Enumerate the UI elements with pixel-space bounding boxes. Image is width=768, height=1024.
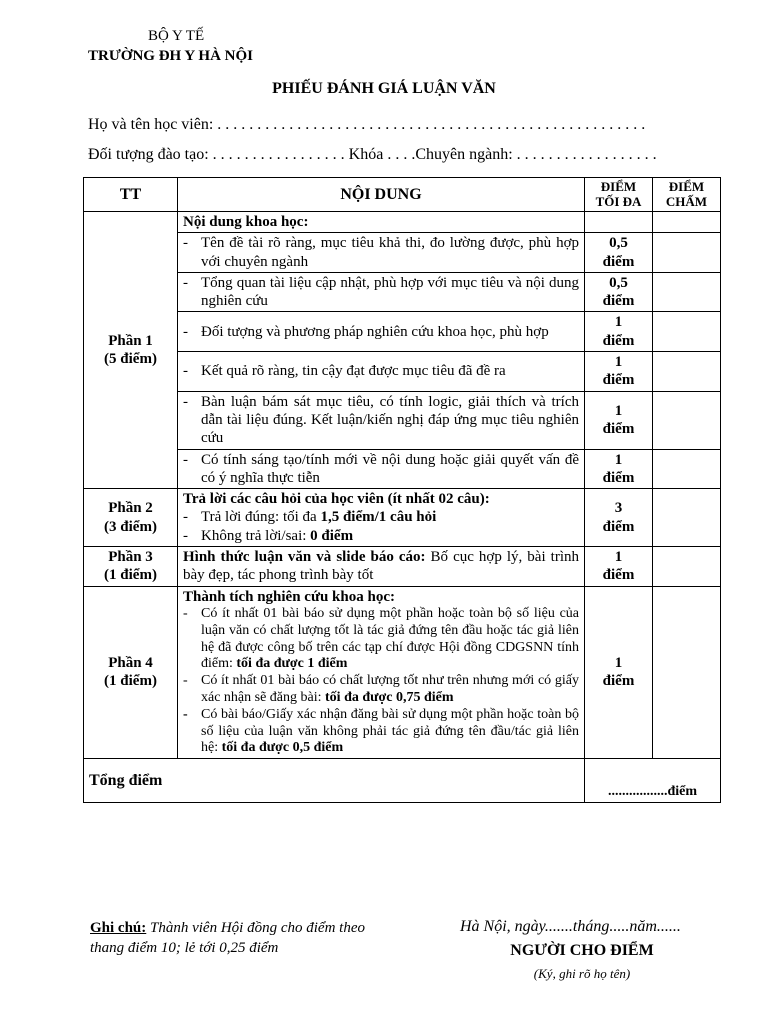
- signature-note: (Ký, ghi rõ họ tên): [533, 966, 631, 981]
- student-name-field: Họ và tên học viên: . . . . . . . . . . . . . . . . . . . . . . . . . . . . . . . . . . . . . . . . . . . . . . . . . . . . . .: [88, 116, 646, 133]
- part4-heading: Thành tích nghiên cứu khoa học:: [183, 588, 395, 605]
- part1-item-6-max: 1 điểm: [585, 449, 653, 489]
- part1-item-4-max: 1 điểm: [585, 352, 653, 392]
- part4-row: [84, 586, 721, 758]
- part1-item-5: - Bàn luận bám sát mục tiêu, có tính logic, giải thích và trích dẫn tài liệu đúng. Kết luận/kiến nghị đáp ứng mục tiêu nghiên cứu: [178, 391, 585, 449]
- part1-item-3: - Đối tượng và phương pháp nghiên cứu khoa học, phù hợp: [178, 312, 585, 352]
- part2-row: [84, 489, 721, 547]
- part1-item-4: - Kết quả rõ ràng, tin cậy đạt được mục tiêu đã đề ra: [178, 352, 585, 392]
- part1-item-1-score[interactable]: [653, 233, 721, 273]
- part4-score[interactable]: [653, 586, 721, 758]
- part1-item-2-score[interactable]: [653, 272, 721, 312]
- part1-item-1: - Tên đề tài rõ ràng, mục tiêu khả thi, đo lường được, phù hợp với chuyên ngành: [178, 233, 585, 273]
- signer-title: NGƯỜI CHO ĐIỂM: [510, 942, 654, 959]
- part1-item-3-max: 1 điểm: [585, 312, 653, 352]
- part2-max: 3 điểm: [585, 489, 653, 547]
- part1-item-1-max: 0,5 điểm: [585, 233, 653, 273]
- part1-item-row: [84, 233, 721, 273]
- part1-item-row: [84, 352, 721, 392]
- part1-item-row: [84, 449, 721, 489]
- part3-score[interactable]: [653, 547, 721, 587]
- footer-note: [90, 918, 395, 959]
- part1-heading-max: [585, 212, 653, 233]
- header-content: NỘI DUNG: [178, 178, 585, 212]
- part2-item-2: - Không trả lời/sai: 0 điểm: [183, 527, 354, 544]
- header-given-score: ĐIỂM CHẤM: [653, 178, 721, 212]
- part1-item-2: - Tổng quan tài liệu cập nhật, phù hợp với mục tiêu và nội dung nghiên cứu: [178, 272, 585, 312]
- part4-item-2: - Có ít nhất 01 bài báo có chất lượng tốt như trên nhưng mới có giấy xác nhận sẽ đăng bài: tối đa được 0,75 điểm: [183, 673, 579, 705]
- total-row: [84, 759, 721, 803]
- header-max-score: ĐIỂM TỐI ĐA: [585, 178, 653, 212]
- part3-max: 1 điểm: [585, 547, 653, 587]
- part1-item-2-max: 0,5 điểm: [585, 272, 653, 312]
- part3-content: Hình thức luận văn và slide báo cáo: Bố cục hợp lý, bài trình bày đẹp, tác phong trình bày tốt: [178, 547, 585, 587]
- part2-item-1: - Trả lời đúng: tối đa 1,5 điểm/1 câu hỏi: [183, 509, 437, 526]
- part1-item-6-score[interactable]: [653, 449, 721, 489]
- part1-item-3-score[interactable]: [653, 312, 721, 352]
- part2-score[interactable]: [653, 489, 721, 547]
- part1-item-row: [84, 391, 721, 449]
- total-value[interactable]: .................điểm: [585, 759, 721, 803]
- part1-item-5-max: 1 điểm: [585, 391, 653, 449]
- total-label: Tổng điểm: [84, 759, 585, 803]
- school-name: TRƯỜNG ĐH Y HÀ NỘI: [88, 48, 253, 64]
- part1-item-4-score[interactable]: [653, 352, 721, 392]
- part4-max: 1 điểm: [585, 586, 653, 758]
- part2-content: [178, 489, 585, 547]
- part4-content: [178, 586, 585, 758]
- part4-item-1: - Có ít nhất 01 bài báo sử dụng một phần hoặc toàn bộ số liệu của luận văn có chất lượng tốt là tác giả đứng tên đầu hoặc tác giả liên hệ đã được công bố trên các tạp chí được Hội đồng CDGSNN tính điểm: tối đa được 1 điểm: [183, 605, 579, 672]
- header-tt: TT: [84, 178, 178, 212]
- part1-item-row: [84, 272, 721, 312]
- part1-item-6: - Có tính sáng tạo/tính mới về nội dung hoặc giải quyết vấn đề có ý nghĩa thực tiễn: [178, 449, 585, 489]
- note-label: Ghi chú:: [90, 920, 147, 936]
- part4-item-3: - Có bài báo/Giấy xác nhận đăng bài sử dụng một phần hoặc toàn bộ số liệu của luận văn không phải tác giả đứng tên đầu/tác giả liên hệ: tối đa được 0,5 điểm: [183, 706, 579, 756]
- part2-label: Phần 2 (3 điểm): [84, 489, 178, 547]
- place-date: Hà Nội, ngày.......tháng.....năm......: [460, 918, 681, 935]
- part4-label: Phần 4 (1 điểm): [84, 586, 178, 758]
- part1-item-row: [84, 312, 721, 352]
- evaluation-table: [83, 177, 721, 803]
- note-text: Thành viên Hội đồng cho điểm theo thang điểm 10; lẻ tới 0,25 điểm: [90, 920, 365, 957]
- part3-label: Phần 3 (1 điểm): [84, 547, 178, 587]
- part1-item-5-score[interactable]: [653, 391, 721, 449]
- part1-heading-row: [84, 212, 721, 233]
- part2-heading: Trả lời các câu hỏi của học viên (ít nhất 02 câu):: [183, 491, 490, 508]
- part1-heading-score: [653, 212, 721, 233]
- part1-heading: Nội dung khoa học:: [178, 212, 585, 233]
- form-title: PHIẾU ĐÁNH GIÁ LUẬN VĂN: [272, 80, 496, 97]
- ministry-name: BỘ Y TẾ: [148, 28, 205, 44]
- part3-row: [84, 547, 721, 587]
- table-header-row: [84, 178, 721, 212]
- part1-label: Phần 1 (5 điểm): [84, 212, 178, 489]
- program-field: Đối tượng đào tạo: . . . . . . . . . . . . . . . . . Khóa . . . .Chuyên ngành: . . . . . . . . . . . . . . . . . .: [88, 146, 657, 163]
